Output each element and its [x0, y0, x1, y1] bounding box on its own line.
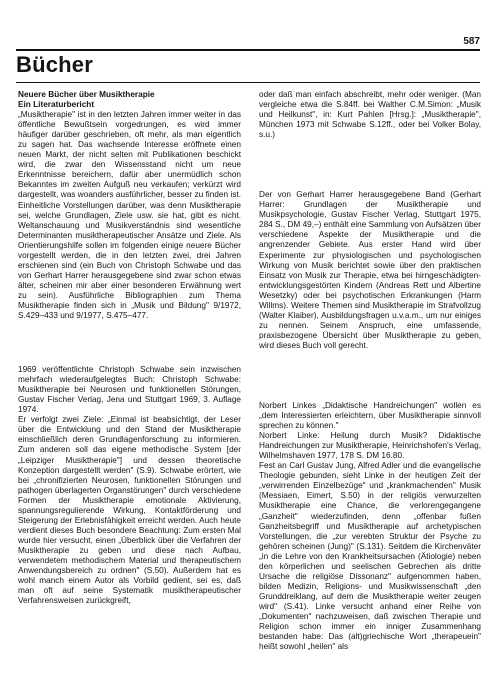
page-number: 587 — [463, 36, 480, 47]
column-gap — [259, 140, 481, 190]
right-paragraph-3: Norbert Linkes „Didaktische Handreichungen" wollen es „dem Interessierten erleichtern, über Musiktherapie sinnvoll sprechen zu können." — [259, 400, 481, 431]
right-paragraph-5: Fest an Carl Gustav Jung, Alfred Adler und die evangelische Theologie gebunden, sieht Linke in der heutigen Zeit der „verwirrenden Einzelbezüge" und „krankmachenden" Musik (Messiaen, Eimert, S.50) in der religiös verwurzelten Musiktherapie eine Chance, die verlorengegangene „Ganzheit" wiederzufinden, denn „offenbar fußen Ganzheitsbegriff und Musiktherapie auf archetypischen Vorstellungen, die „zur verebten Struktur der Psyche zu gehören scheinen (Jung)" (S.131). Seitdem die Kirchenväter „in die Lehre von den Krankheitsursachen (Ätiologie) neben den körperlichen und seelischen Gebrechen als dritte Ursache die religiöse Dissonanz" aufgenommen haben, bilden Medizin, Religions- und Musikwissenschaft „den Grunddreiklang, auf dem die Musiktherapie weiter zeugen wird" (S.41). Linke versucht anhand einer Reihe von „Dokumenten" nachzuweisen, daß zwischen Therapie und Religion schon immer ein inniger Zusammenhang bestanden habe: Das (alt)griechische Wort „therapeuein" heißt sowohl „heilen" als — [259, 461, 481, 652]
article-title: Neuere Bücher über Musiktherapie — [18, 90, 155, 99]
column-gap — [18, 321, 241, 365]
left-paragraph-1: „Musiktherapie" ist in den letzten Jahren immer weiter in das öffentliche Bewußtsein vorgedrungen, es wird immer häufiger darüber geschrieben, oft mehr, als man eigentlich zu sagen hat. Das wachsende Interesse eröffnete einen neuen Markt, der nicht selten mit Publikationen beschickt wird, die zwar den Wissensstand nicht um neue Erkenntnisse bereichern, dafür aber unermüdlich schon Bekanntes im zweiten Aufguß neu verkaufen; verkürzt wird dargestellt, was woanders ausführlicher, besser zu finden ist. Einheitliche Vorstellungen darüber, was denn Musiktherapie sei, welche Grundlagen, Ziele usw. sie hat, gibt es nicht. Weltanschauung und Musikverständnis sind wesentliche Determinanten musiktherapeutischer Ansätze und Ziele. Als Orientierungshilfe sollen im folgenden einige neuere Bücher vorgestellt werden, die in den letzten zwei, drei Jahren erschienen sind (ein Buch von Christoph Schwabe und das von Gerhart Harrer herausgegebene sind zwar schon etwas älter, scheinen mir aber einer besonderen Erwähnung wert zu sein). Ausführliche Bibliographien zum Thema Musiktherapie finden sich in „Musik und Bildung" 9/1972, S.429–433 und 9/1977, S.475–477. — [18, 110, 241, 321]
section-heading: Bücher — [16, 52, 93, 77]
heading-rule — [16, 82, 480, 83]
left-column — [18, 90, 241, 606]
right-column — [259, 90, 481, 652]
top-rule — [16, 49, 480, 51]
article-subtitle: Ein Literaturbericht — [18, 100, 95, 110]
column-gap — [259, 351, 481, 401]
left-paragraph-2: 1969 veröffentlichte Christoph Schwabe sein inzwischen mehrfach wiederaufgelegtes Buch: Christoph Schwabe: Musiktherapie bei Neurosen und funktionellen Störungen, Gustav Fischer Verlag, Jena und Stuttgart 1969, 3. Auflage 1974. — [18, 365, 241, 415]
left-paragraph-3: Er verfolgt zwei Ziele: „Einmal ist beabsichtigt, der Leser über die Entwicklung und den Stand der Musiktherapie einschließlich deren Grundlagenforschung zu informieren. Zum anderen soll das eigene methodische System [der „Leipziger Musiktherapie"] und dessen theoretische Konzeption dargestellt werden" (S.9). Schwabe erörtert, wie bei „chronifizierten Neurosen, funktionellen Störungen und pathogen überlagerten Organstörungen" durch verschiedene Formen der Musiktherapie emotionale Aktivierung, spannungsregulierende Wirkung, Kontaktförderung und Steigerung der Erlebnisfähigkeit erreicht werden. Auch heute verdient dieses Buch besondere Beachtung: Zum ersten Mal wurde hier versucht, einen „Überblick über die Verfahren der Musiktherapie zu geben und diese nach Aufbau, verwendetem methodischem Material und therapeutischem Anwendungsbereich zu ordnen" (S.50). Außerdem hat es wohl manch einem Autor als Vorbild gedient, sei es, daß man oft auf seine Systematik musiktherapeutischer Verfahrensweisen zurückgreift, — [18, 415, 241, 606]
right-paragraph-4: Norbert Linke: Heilung durch Musik? Didaktische Handreichungen zur Musiktherapie, Heinrichshofen's Verlag, Wilhelmshaven 1977, 178 S. DM 16.80. — [259, 431, 481, 461]
right-paragraph-1: oder daß man einfach abschreibt, mehr oder weniger. (Man vergleiche etwa die S.84ff. bei Walther C.M.Simon: „Musik und Heilkunst", in: Kurt Pahlen [Hrsg.]: „Musiktherapie", München 1973 mit Schwabe S.12ff., oder bei Volker Bolay, s.u.) — [259, 90, 481, 140]
right-paragraph-2: Der von Gerhart Harrer herausgegebene Band (Gerhart Harrer: Grundlagen der Musiktherapie und Musikpsychologie, Gustav Fischer Verlag, Stuttgart 1975, 284 S., DM 49,–) enthält eine Sammlung von Aufsätzen über verschiedene Aspekte der Musiktherapie und die angrenzender Gebiete. Aus erster Hand wird über Experimente zur physiologischen und psychologischen Wirkung von Musik berichtet sowie über den praktischen Einsatz von Musik zur Therapie, etwa bei hirngeschädigten-entwicklungsgestörten Kindern (Andreas Rett und Albertine Wesetzky) oder bei psychotischen Erkrankungen (Harm Willms). Weitere Themen sind Musiktherapie im Strafvollzug (Walter Klaiber), Ausbildungsfragen u.v.a.m., um nur einiges zu nennen. Seinem Anspruch, eine umfassende, praxisbezogene Übersicht über Musiktherapie zu geben, wird dieses Buch voll gerecht. — [259, 190, 481, 350]
